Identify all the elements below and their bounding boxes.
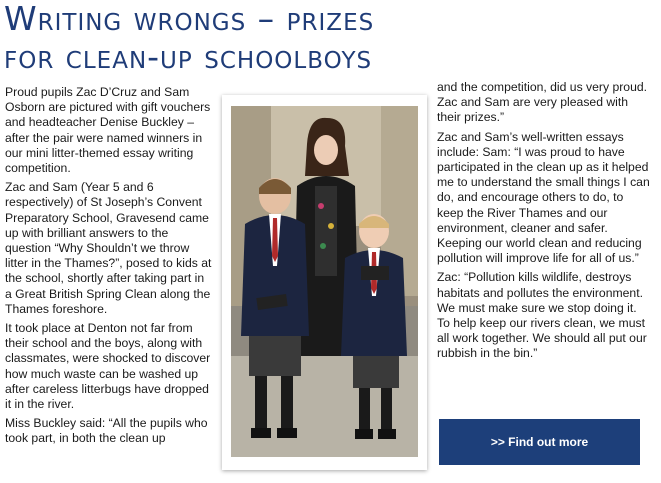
paragraph: Zac: “Pollution kills wildlife, destroys habitats and pollutes the environment. We must make sure we stop doing it. To help keep our rivers clean, we must all work together. We should all put our rubbish in the bin.” [437, 270, 647, 361]
article-photo [231, 106, 418, 457]
headline-line-2: for clean-up schoolboys [4, 37, 373, 76]
paragraph: Zac and Sam’s well-written essays include: Sam: “I was proud to have participated in the clean up as it helped me to understand the small things I can do, and encourage others to do, to keep the River Thames and our environment, cleaner and safer. Keeping our world clean and reducing pollution will improve life for all of us.” [437, 129, 650, 266]
paragraph: Proud pupils Zac D’Cruz and Sam Osborn are pictured with gift vouchers and headteacher Denise Buckley – after the pair were named winners in our mini litter-themed essay writing competition. [5, 85, 211, 176]
paragraph: It took place at Denton not far from their school and the boys, along with classmates, were shocked to discover how much waste can be washed up after careless litterbugs have dropped it in the river. [5, 321, 211, 412]
find-out-more-button[interactable]: >> Find out more [439, 419, 640, 465]
article-column-1 [5, 85, 212, 451]
paragraph: Miss Buckley said: “All the pupils who took part, in both the clean up [5, 416, 208, 446]
paragraph: and the competition, did us very proud. Zac and Sam are very pleased with their prizes.” [437, 80, 648, 125]
headline-line-1: Writing wrongs – prizes [4, 0, 375, 38]
article-column-2 [437, 80, 652, 366]
photo-illustration [231, 106, 418, 457]
headline [4, 0, 659, 76]
paragraph: Zac and Sam (Year 5 and 6 respectively) of St Joseph’s Convent Preparatory School, Gravesend came up with brilliant answers to the question “Why Shouldn’t we throw litter in the Thames?”, posed to kids at the school, shortly after taking part in a Great British Spring Clean along the Thames foreshore. [5, 180, 212, 316]
photo-frame [222, 95, 427, 470]
